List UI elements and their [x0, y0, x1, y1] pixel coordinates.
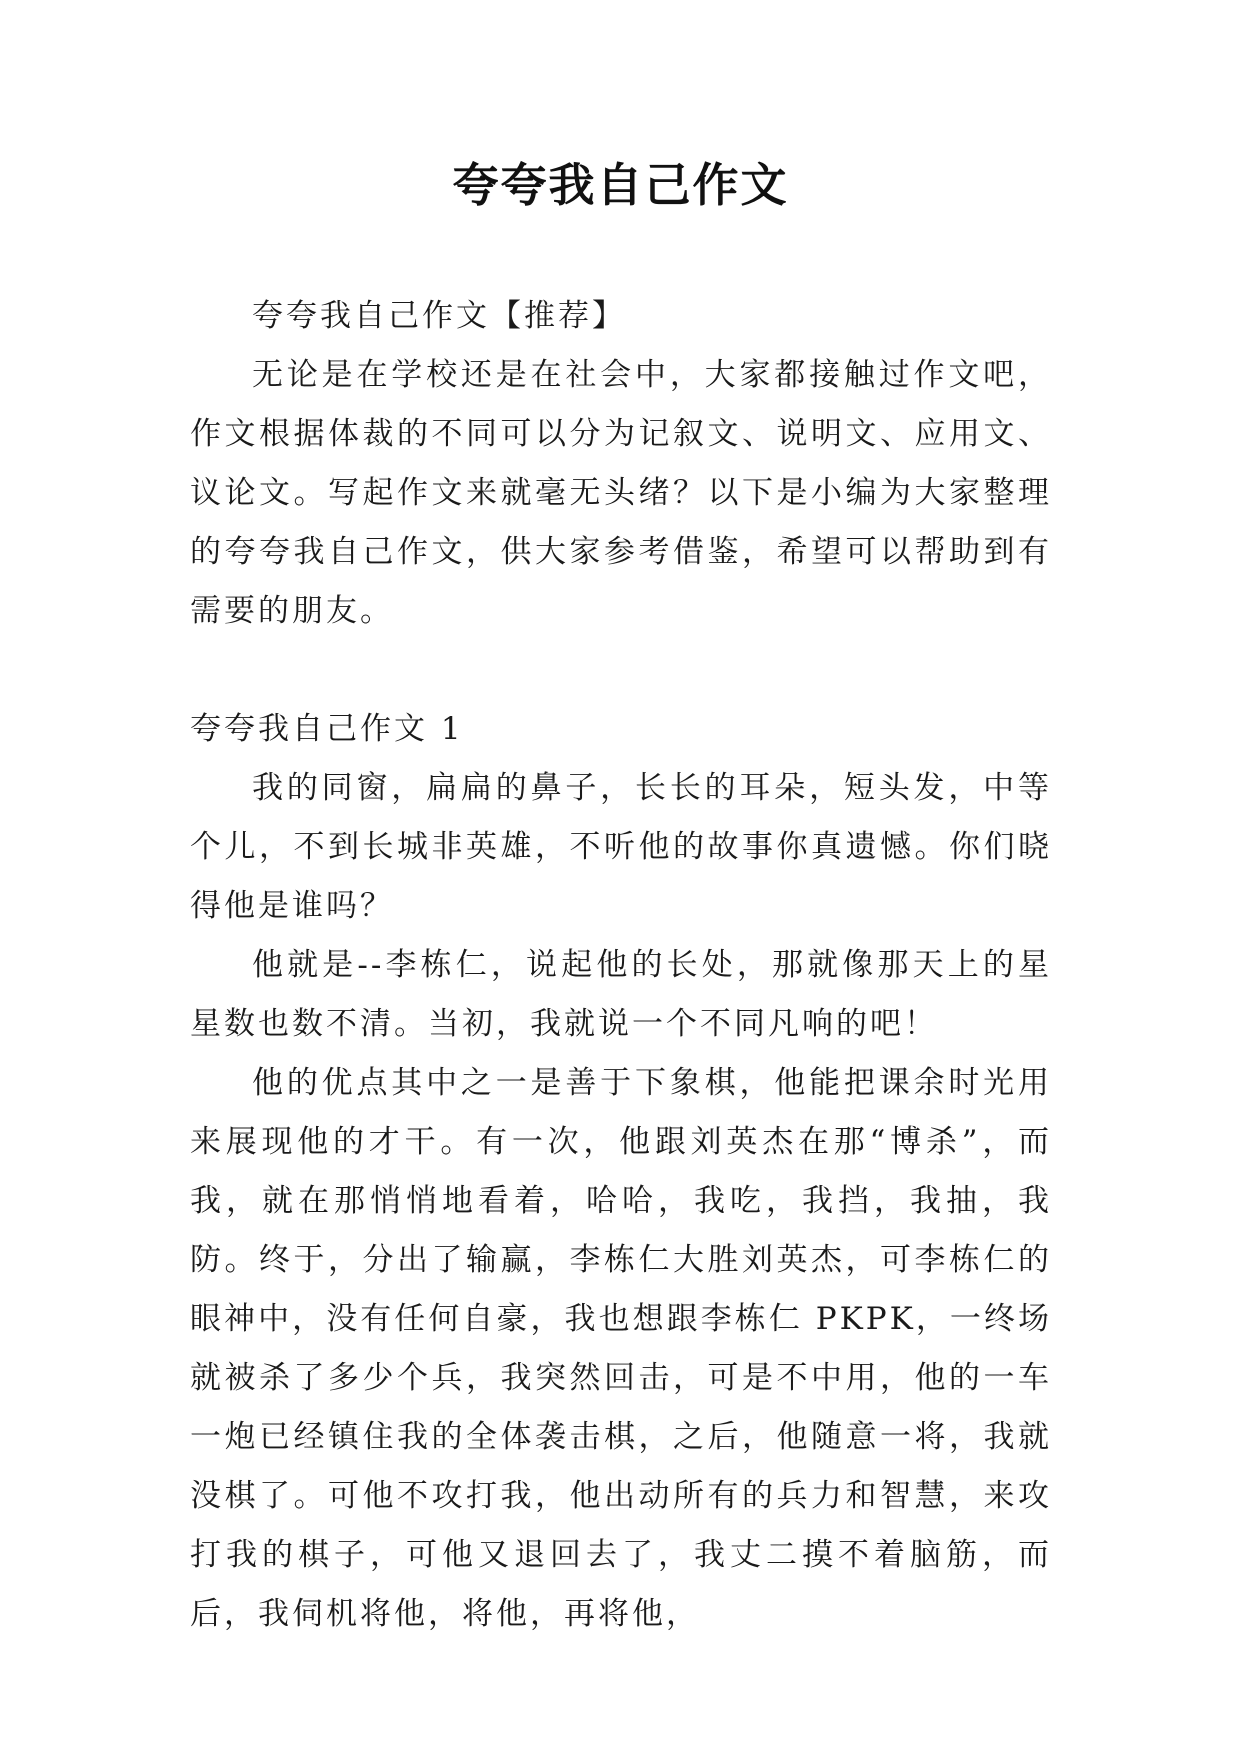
body-paragraph-1: 我的同窗，扁扁的鼻子，长长的耳朵，短头发，中等个儿，不到长城非英雄，不听他的故事你真遗憾。你们晓得他是谁吗？ [190, 770, 1052, 924]
document-title: 夸夸我自己作文 [452, 158, 789, 212]
section-heading: 夸夸我自己作文 1 [190, 711, 464, 747]
body-paragraph-2: 他就是--李栋仁，说起他的长处，那就像那天上的星星数也数不清。当初，我就说一个不同凡响的吧！ [190, 947, 1052, 1042]
section-spacer [190, 641, 1052, 700]
intro-paragraph: 无论是在学校还是在社会中，大家都接触过作文吧，作文根据体裁的不同可以分为记叙文、说明文、应用文、议论文。写起作文来就毫无头绪？以下是小编为大家整理的夸夸我自己作文，供大家参考借鉴，希望可以帮助到有需要的朋友。 [190, 357, 1052, 629]
document-body [190, 287, 1052, 1644]
body-paragraph-3: 他的优点其中之一是善于下象棋，他能把课余时光用来展现他的才干。有一次，他跟刘英杰在那“博杀”，而我，就在那悄悄地看着，哈哈，我吃，我挡，我抽，我防。终于，分出了输赢，李栋仁大胜刘英杰，可李栋仁的眼神中，没有任何自豪，我也想跟李栋仁 PKPK，一终场就被杀了多少个兵，我突然回击，可是不中用，他的一车一炮已经镇住我的全体袭击棋，之后，他随意一将，我就没棋了。可他不攻打我，他出动所有的兵力和智慧，来攻打我的棋子，可他又退回去了，我丈二摸不着脑筋，而后，我伺机将他，将他，再将他， [190, 1065, 1052, 1632]
document-subtitle: 夸夸我自己作文【推荐】 [252, 298, 626, 334]
